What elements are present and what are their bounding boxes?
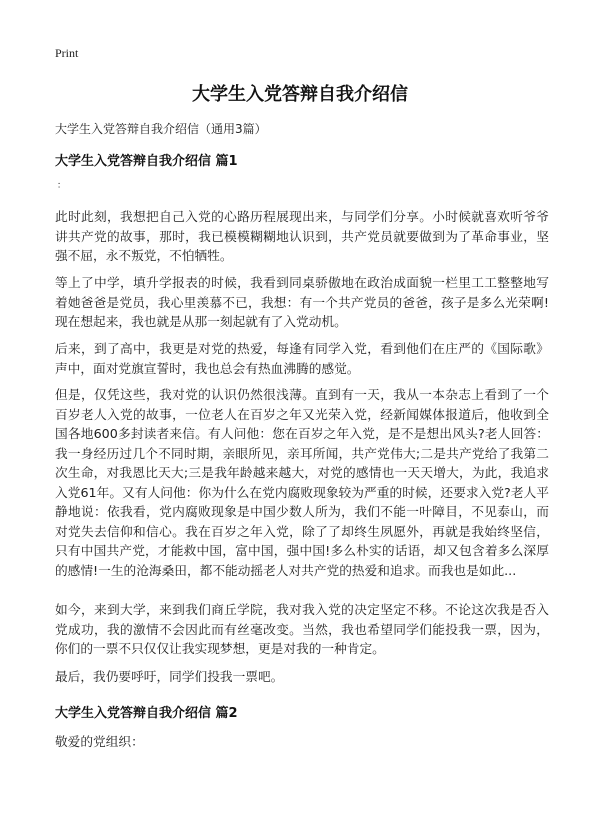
section-2-paragraph-1: 敬爱的党组织： bbox=[55, 734, 144, 749]
section-1-paragraph-6: 最后，我仍要呼吁，同学们投我一票吧。 bbox=[55, 669, 284, 684]
section-1-paragraph-4: 但是，仅凭这些，我对党的认识仍然很浅薄。直到有一天，我从一本杂志上看到了一个百岁老人入党的故事，一位老人在百岁之年又光荣入党，经新闻媒体报道后，他收到全国各地600多封读者来信。有人问他：您在百岁之年入党，是不是想出风头?老人回答：我一身经历过几个不同时期，亲眼所见，亲耳所闻，共产党伟大;二是共产党给了我第二次生命，对我恩比天大;三是我年龄越来越大，对党的感情也一天天增大，为此，我追求入党61年。又有人问他：你为什么在党内腐败现象较为严重的时候，还要求入党?老人平静地说：依我看，党内腐败现象是中国少数人所为，我们不能一叶障目，不见泰山，而对党失去信仰和信心。我在百岁之年入党，除了了却终生夙愿外，再就是我始终坚信，只有中国共产党，才能救中国，富中国，强中国!多么朴实的话语，却又包含着多么深厚的感情!一生的沧海桑田，都不能动摇老人对共产党的热爱和追求。而我也是如此... bbox=[55, 387, 549, 578]
section-1-paragraph-5: 如今，来到大学，来到我们商丘学院，我对我入党的决定坚定不移。不论这次我是否入党成功，我的激情不会因此而有丝毫改变。当然，我也希望同学们能投我一票，因为，你们的一票不只仅仅让我实现梦想，更是对我的一种肯定。 bbox=[55, 602, 549, 656]
section-1-paragraph-3: 后来，到了高中，我更是对党的热爱，每逢有同学入党，看到他们在庄严的《国际歌》声中，面对党旗宣誓时，我也总会有热血沸腾的感觉。 bbox=[55, 341, 549, 376]
section-1-paragraph-1: 此时此刻，我想把自己入党的心路历程展现出来，与同学们分享。小时候就喜欢听爷爷讲共产党的故事，那时，我已模模糊糊地认识到，共产党员就要做到为了革命事业，坚强不屈，永不叛党，不怕牺牲。 bbox=[55, 209, 549, 263]
document-subtitle: 大学生入党答辩自我介绍信（通用3篇） bbox=[55, 122, 267, 136]
section-1-marker: ： bbox=[57, 181, 67, 191]
section-1-paragraph-2: 等上了中学，填升学报表的时候，我看到同桌骄傲地在政治成面貌一栏里工工整整地写着她爸爸是党员，我心里羡慕不已，我想：有一个共产党员的爸爸，孩子是多么光荣啊!现在想起来，我也就是从那一刻起就有了入党动机。 bbox=[55, 275, 549, 329]
print-link[interactable]: Print bbox=[55, 46, 79, 60]
section-2-heading: 大学生入党答辩自我介绍信 篇2 bbox=[55, 706, 238, 721]
document-title: 大学生入党答辩自我介绍信 bbox=[192, 84, 408, 105]
section-1-heading: 大学生入党答辩自我介绍信 篇1 bbox=[55, 154, 238, 169]
